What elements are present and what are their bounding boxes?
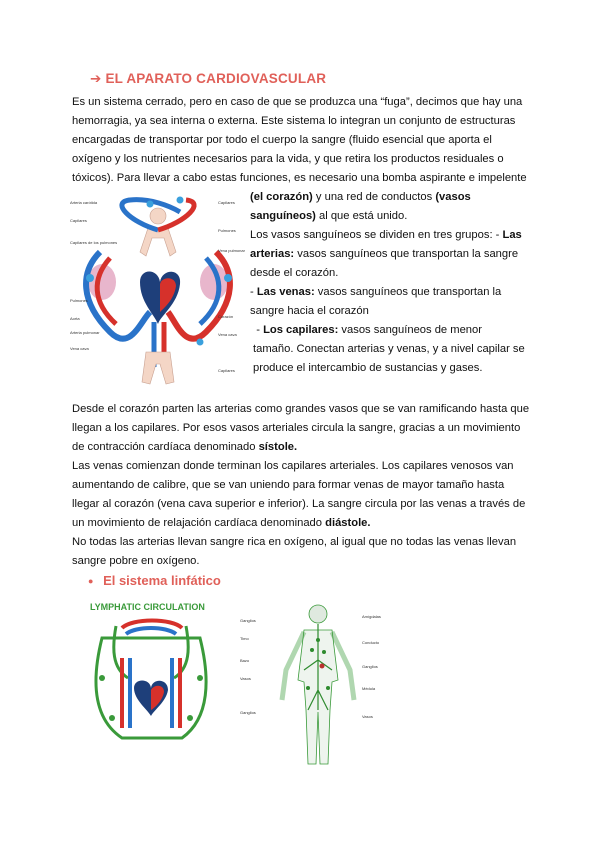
section-heading xyxy=(88,573,221,588)
body-line xyxy=(72,438,552,457)
text-run: - xyxy=(250,324,264,336)
diagram-label: Capilares xyxy=(218,200,235,205)
text-run: al que está unido. xyxy=(315,210,408,222)
diagram-label: Aorta xyxy=(70,316,80,321)
diagram-label: Pulmones xyxy=(70,298,88,303)
body-line: sangre pobre en oxígeno. xyxy=(72,555,200,567)
diagram-label: Pulmones xyxy=(218,228,236,233)
title-text: EL APARATO CARDIOVASCULAR xyxy=(105,71,327,86)
body-line: Las venas comienzan donde terminan los capilares arteriales. Los capilares venosos van xyxy=(72,460,514,472)
page-title xyxy=(90,71,326,87)
diagram-label: Capilares de los pulmones xyxy=(70,240,118,245)
side-paragraph xyxy=(250,188,530,378)
side-line: produce el intercambio de sustancias y gases. xyxy=(253,362,483,374)
diagram-label: Arteria pulmonar xyxy=(70,330,100,335)
diagram-label: Vena pulmonar xyxy=(218,248,245,253)
text-run: vasos sanguíneos que transportan la xyxy=(314,286,502,298)
diagram-label: Capilares xyxy=(70,218,87,223)
text-run: y una red de conductos xyxy=(312,191,436,203)
body-paragraph xyxy=(72,400,552,571)
diagram-label: Vena cava xyxy=(218,332,237,337)
diagram-label: Arteria carótida xyxy=(70,200,98,205)
diagram-label: Timo xyxy=(240,636,249,641)
diagram-label: Ganglios xyxy=(240,710,256,715)
bold-term: arterias: xyxy=(250,248,295,260)
body-line: llegan a los capilares. Por esos vasos arteriales circula la sangre, gracias a un movimiento xyxy=(72,422,521,434)
lymphatic-body-svg xyxy=(238,600,398,766)
circulatory-diagram-svg xyxy=(70,192,248,392)
diagram-label: Capilares xyxy=(218,368,235,373)
body-line: No todas las arterias llevan sangre rica en oxígeno, al igual que no todas las venas llevan xyxy=(72,536,517,548)
side-line xyxy=(250,245,530,264)
diagram-label: Conducto xyxy=(362,640,380,645)
diagram-label: Corazón xyxy=(218,314,234,319)
diagram-label: Vasos xyxy=(240,676,251,681)
side-line xyxy=(250,283,530,302)
lymphatic-body-diagram xyxy=(238,600,398,766)
intro-line: tóxicos). Para llevar a cabo estas funciones, es necesario una bomba aspirante e impelente xyxy=(72,172,527,184)
diagram-label: Médula xyxy=(362,686,376,691)
bold-term: sístole. xyxy=(258,441,298,453)
diagram-label: Amígdalas xyxy=(362,614,381,619)
body-line: aumentando de calibre, que se van uniendo para formar venas de mayor tamaño hasta xyxy=(72,479,505,491)
side-line: tamaño. Conectan arterias y venas, y a nivel capilar se xyxy=(253,343,525,355)
lymph-diagram-title: LYMPHATIC CIRCULATION xyxy=(90,602,205,612)
diagram-label: Vasos xyxy=(362,714,373,719)
intro-line: encargadas de transportar por todo el cuerpo la sangre (fluido esencial que aporta el xyxy=(72,134,492,146)
text-run: vasos sanguíneos de menor xyxy=(338,324,482,336)
body-line: Desde el corazón parten las arterias como grandes vasos que se van ramificando hasta que xyxy=(72,403,530,415)
text-run: vasos sanguíneos que transportan la sangre xyxy=(294,248,519,260)
lymphatic-circulation-svg xyxy=(82,598,220,758)
intro-line: oxígeno y los nutrientes necesarios para la vida, y que retira los productos residuales o xyxy=(72,153,504,165)
text-run: un movimiento de relajación cardíaca denominado xyxy=(72,517,326,529)
text-run: - xyxy=(250,286,257,298)
bold-term: sanguíneos) xyxy=(250,210,316,222)
section-title: El sistema linfático xyxy=(103,573,221,588)
text-run: Los vasos sanguíneos se dividen en tres grupos: - xyxy=(250,229,503,241)
side-line xyxy=(250,226,530,245)
bold-term: (el corazón) xyxy=(250,191,313,203)
bold-term: Las venas: xyxy=(256,286,315,298)
side-line xyxy=(250,188,530,207)
side-line: sangre hacia el corazón xyxy=(250,305,369,317)
arrow-icon: ➔ xyxy=(90,71,102,86)
side-line xyxy=(250,321,530,340)
bold-term: Las xyxy=(502,229,522,241)
intro-paragraph xyxy=(72,93,552,188)
lymphatic-circulation-diagram xyxy=(82,598,220,758)
side-line xyxy=(250,207,530,226)
intro-line: hemorragia, ya sea interna o externa. Este sistema lo integran un conjunto de estructuras xyxy=(72,115,516,127)
body-line: llegar al corazón (vena cava superior e inferior). La sangre circula por las venas a través de xyxy=(72,498,526,510)
diagram-label: Ganglios xyxy=(240,618,256,623)
diagram-label: Bazo xyxy=(240,658,250,663)
intro-line: Es un sistema cerrado, pero en caso de que se produzca una “fuga”, decimos que hay una xyxy=(72,96,523,108)
circulatory-diagram xyxy=(70,192,248,392)
body-line xyxy=(72,514,552,533)
diagram-label: Vena cava xyxy=(70,346,89,351)
diagram-label: Ganglios xyxy=(362,664,378,669)
side-line: desde el corazón. xyxy=(250,267,339,279)
bullet-icon: ● xyxy=(88,576,94,586)
bold-term: (vasos xyxy=(435,191,471,203)
text-run: de contracción cardíaca denominado xyxy=(72,441,259,453)
bold-term: Los capilares: xyxy=(263,324,339,336)
bold-term: diástole. xyxy=(325,517,371,529)
